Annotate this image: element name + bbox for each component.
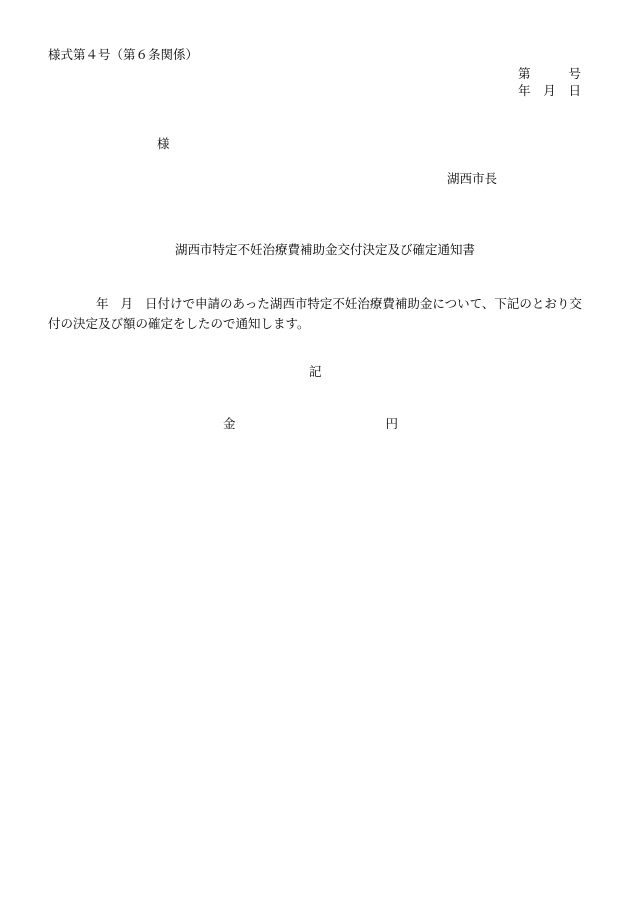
number-prefix: 第: [518, 66, 531, 81]
recipient-honorific: 様: [157, 136, 170, 151]
document-number-line: [518, 66, 581, 82]
document-title: 湖西市特定不妊治療費補助金交付決定及び確定通知書: [175, 242, 476, 257]
number-suffix: 号: [568, 66, 581, 81]
date-day: 日: [568, 83, 581, 98]
date-line: [518, 83, 581, 99]
notice-body: [48, 294, 582, 334]
amount-line: [223, 416, 398, 432]
amount-label: 金: [223, 416, 236, 431]
form-label: 様式第４号（第６条関係）: [48, 47, 199, 62]
amount-unit: 円: [385, 416, 399, 431]
body-year: 年: [96, 296, 109, 311]
date-month: 月: [543, 83, 556, 98]
body-text: 日付けで申請のあった湖西市特定不妊治療費補助金について、下記のとおり交付の決定及び額の確定をしたので通知します。: [48, 296, 582, 331]
body-month: 月: [120, 296, 134, 311]
issuer-name: 湖西市長: [447, 171, 498, 186]
ki-heading: 記: [309, 364, 322, 379]
date-year: 年: [518, 83, 531, 98]
